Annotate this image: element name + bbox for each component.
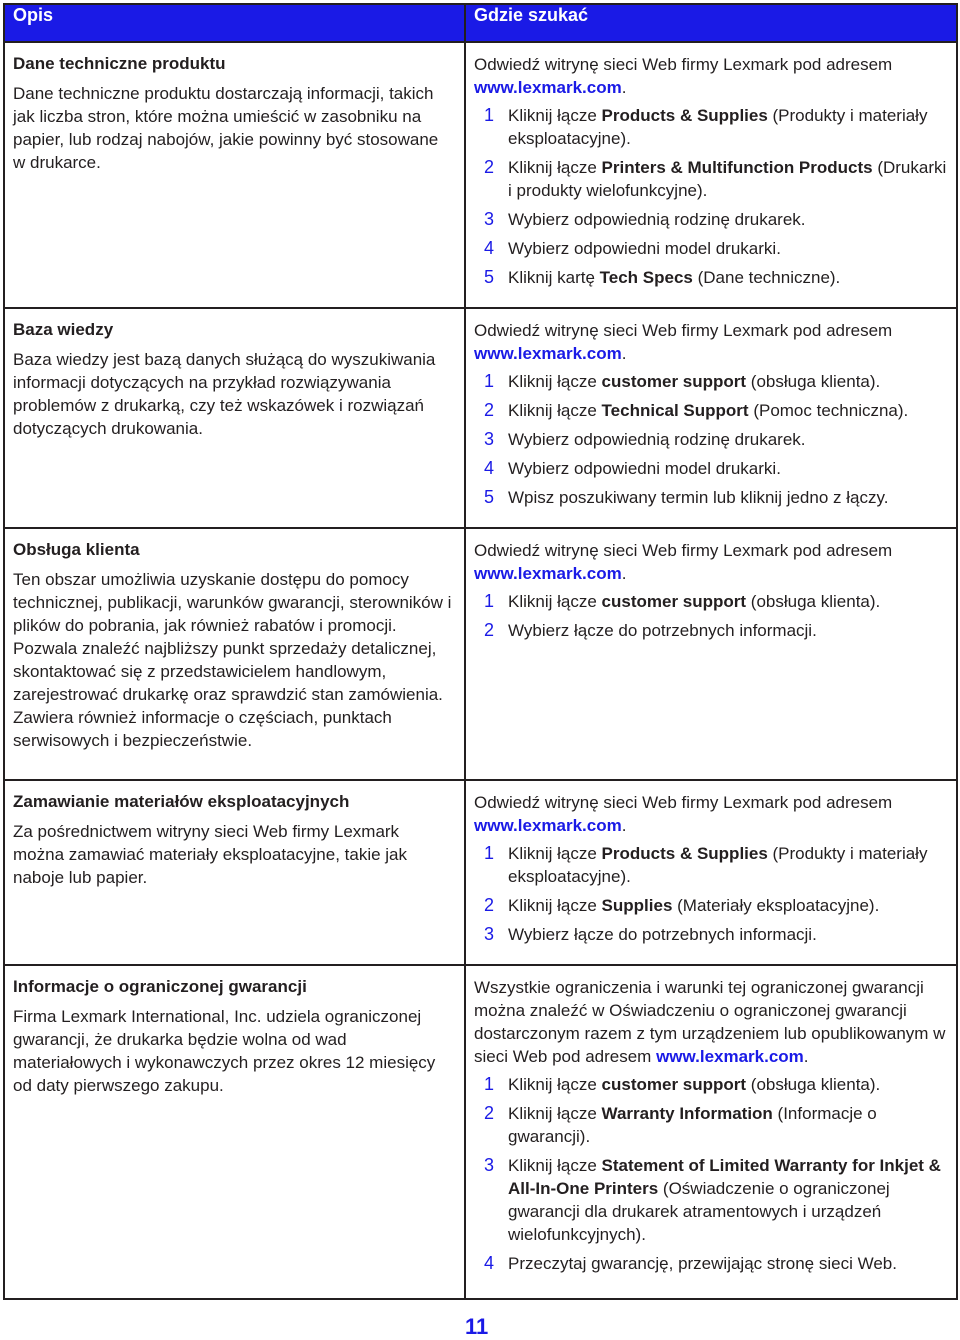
intro-text: Odwiedź witrynę sieci Web firmy Lexmark pod adresem www.lexmark.com. bbox=[474, 55, 893, 97]
steps-list bbox=[474, 104, 948, 289]
header-description: Opis bbox=[4, 4, 465, 42]
link-name: Printers & Multifunction Products bbox=[601, 158, 873, 177]
step-item: 3 Wybierz łącze do potrzebnych informacji. bbox=[484, 924, 817, 944]
step-item: 1 Kliknij łącze customer support (obsługa klienta). bbox=[484, 591, 881, 611]
table-row bbox=[4, 528, 957, 780]
description-cell bbox=[4, 42, 465, 308]
steps-list bbox=[474, 1073, 948, 1275]
steps-list bbox=[474, 842, 948, 946]
link-name: Products & Supplies bbox=[601, 844, 768, 863]
where-cell bbox=[465, 965, 957, 1299]
lexmark-link[interactable]: www.lexmark.com bbox=[474, 344, 622, 363]
step-item: 2 Wybierz łącze do potrzebnych informacji. bbox=[484, 620, 817, 640]
description-cell bbox=[4, 780, 465, 965]
link-name: customer support bbox=[601, 592, 747, 611]
step-number: 1 bbox=[484, 371, 495, 391]
table-row bbox=[4, 780, 957, 965]
step-number: 1 bbox=[484, 105, 495, 125]
lexmark-link[interactable]: www.lexmark.com bbox=[474, 816, 622, 835]
step-item: 1 Kliknij łącze Products & Supplies (Produkty i materiały eksploatacyjne). bbox=[484, 105, 928, 148]
step-number: 5 bbox=[484, 267, 495, 287]
step-item: 2 Kliknij łącze Warranty Information (Informacje o gwarancji). bbox=[484, 1103, 877, 1146]
step-item: 1 Kliknij łącze customer support (obsługa klienta). bbox=[484, 1074, 881, 1094]
where-cell bbox=[465, 42, 957, 308]
description-cell bbox=[4, 965, 465, 1299]
table-row bbox=[4, 42, 957, 308]
section-text: Baza wiedzy jest bazą danych służącą do wyszukiwania informacji dotyczących na przykład rozwiązywania problemów z drukarką, czy też wskazówek i rozwiązań dotyczących drukowania. bbox=[13, 350, 436, 438]
step-number: 4 bbox=[484, 238, 495, 258]
section-title: Dane techniczne produktu bbox=[13, 54, 226, 73]
step-number: 2 bbox=[484, 895, 495, 915]
step-item: 5 Kliknij kartę Tech Specs (Dane techniczne). bbox=[484, 267, 841, 287]
step-number: 5 bbox=[484, 487, 495, 507]
intro-text: Odwiedź witrynę sieci Web firmy Lexmark pod adresem www.lexmark.com. bbox=[474, 321, 893, 363]
page-number: 11 bbox=[465, 1314, 489, 1339]
section-title: Zamawianie materiałów eksploatacyjnych bbox=[13, 792, 350, 811]
lexmark-link[interactable]: www.lexmark.com bbox=[474, 78, 622, 97]
step-item: 3 Kliknij łącze Statement of Limited Warranty for Inkjet & All-In-One Printers (Oświadczenie o ograniczonej gwarancji dla drukarek atramentowych i urządzeń wielofunkcyjnych). bbox=[484, 1155, 941, 1244]
intro-text: Odwiedź witrynę sieci Web firmy Lexmark pod adresem www.lexmark.com. bbox=[474, 541, 893, 583]
step-number: 3 bbox=[484, 924, 495, 944]
link-name: customer support bbox=[601, 1075, 747, 1094]
info-table bbox=[3, 3, 958, 1300]
lexmark-link[interactable]: www.lexmark.com bbox=[474, 564, 622, 583]
step-number: 1 bbox=[484, 1074, 495, 1094]
step-item: 2 Kliknij łącze Supplies (Materiały eksploatacyjne). bbox=[484, 895, 880, 915]
steps-list bbox=[474, 370, 948, 509]
section-text: Dane techniczne produktu dostarczają informacji, takich jak liczba stron, które można umieścić w zasobniku na papier, lub rodzaj nabojów, jakie powinny być stosowane w drukarce. bbox=[13, 84, 439, 172]
section-title: Informacje o ograniczonej gwarancji bbox=[13, 977, 307, 996]
step-number: 1 bbox=[484, 843, 495, 863]
step-number: 2 bbox=[484, 1103, 495, 1123]
steps-list bbox=[474, 590, 948, 642]
link-name: Tech Specs bbox=[599, 268, 693, 287]
step-item: 2 Kliknij łącze Technical Support (Pomoc techniczna). bbox=[484, 400, 909, 420]
step-number: 3 bbox=[484, 429, 495, 449]
link-name: Technical Support bbox=[601, 401, 749, 420]
where-cell bbox=[465, 528, 957, 780]
link-name: Products & Supplies bbox=[601, 106, 768, 125]
section-title: Obsługa klienta bbox=[13, 540, 140, 559]
header-where-to-look: Gdzie szukać bbox=[465, 4, 957, 42]
step-number: 2 bbox=[484, 400, 495, 420]
where-cell bbox=[465, 308, 957, 528]
lexmark-link[interactable]: www.lexmark.com bbox=[656, 1047, 804, 1066]
intro-text: Odwiedź witrynę sieci Web firmy Lexmark pod adresem www.lexmark.com. bbox=[474, 793, 893, 835]
step-number: 4 bbox=[484, 1253, 495, 1273]
section-title: Baza wiedzy bbox=[13, 320, 114, 339]
link-name: Statement of Limited Warranty for Inkjet & All-In-One Printers bbox=[508, 1156, 941, 1198]
step-item: 2 Kliknij łącze Printers & Multifunction Products (Drukarki i produkty wielofunkcyjne). bbox=[484, 157, 947, 200]
step-item: 4 Przeczytaj gwarancję, przewijając stronę sieci Web. bbox=[484, 1253, 897, 1273]
section-text: Firma Lexmark International, Inc. udziela ograniczonej gwarancji, że drukarka będzie wolna od wad materiałowych i wykonawczych przez okres 12 miesięcy od daty pierwszego zakupu. bbox=[13, 1007, 436, 1095]
step-number: 1 bbox=[484, 591, 495, 611]
step-item: 1 Kliknij łącze Products & Supplies (Produkty i materiały eksploatacyjne). bbox=[484, 843, 928, 886]
section-text: Ten obszar umożliwia uzyskanie dostępu do pomocy technicznej, publikacji, warunków gwarancji, sterowników i plików do pobrania, jak również rabatów i promocji. Pozwala znaleźć najbliższy punkt sprzedaży detalicznej, skontaktować się z przedstawicielem handlowym, zarejestrować drukarkę oraz sprawdzić stan zamówienia. Zawiera również informacje o częściach, punktach serwisowych i bezpieczeństwie. bbox=[13, 570, 452, 750]
section-text: Za pośrednictwem witryny sieci Web firmy Lexmark można zamawiać materiały eksploatacyjne, takie jak naboje lub papier. bbox=[13, 822, 408, 887]
step-item: 5 Wpisz poszukiwany termin lub kliknij jedno z łączy. bbox=[484, 487, 889, 507]
link-name: customer support bbox=[601, 372, 747, 391]
step-number: 3 bbox=[484, 1155, 495, 1175]
link-name: Warranty Information bbox=[601, 1104, 773, 1123]
step-item: 4 Wybierz odpowiedni model drukarki. bbox=[484, 458, 781, 478]
step-item: 3 Wybierz odpowiednią rodzinę drukarek. bbox=[484, 429, 806, 449]
table-row bbox=[4, 308, 957, 528]
step-number: 2 bbox=[484, 157, 495, 177]
step-item: 4 Wybierz odpowiedni model drukarki. bbox=[484, 238, 781, 258]
step-number: 4 bbox=[484, 458, 495, 478]
description-cell bbox=[4, 528, 465, 780]
step-number: 3 bbox=[484, 209, 495, 229]
link-name: Supplies bbox=[601, 896, 673, 915]
step-number: 2 bbox=[484, 620, 495, 640]
description-cell bbox=[4, 308, 465, 528]
step-item: 3 Wybierz odpowiednią rodzinę drukarek. bbox=[484, 209, 806, 229]
table-row bbox=[4, 965, 957, 1299]
where-cell bbox=[465, 780, 957, 965]
step-item: 1 Kliknij łącze customer support (obsługa klienta). bbox=[484, 371, 881, 391]
intro-text: Wszystkie ograniczenia i warunki tej ograniczonej gwarancji można znaleźć w Oświadczeniu o ograniczonej gwarancji dostarczonym razem z tym urządzeniem lub opublikowanym w sieci Web pod adresem www.lexmark.com. bbox=[474, 978, 946, 1066]
